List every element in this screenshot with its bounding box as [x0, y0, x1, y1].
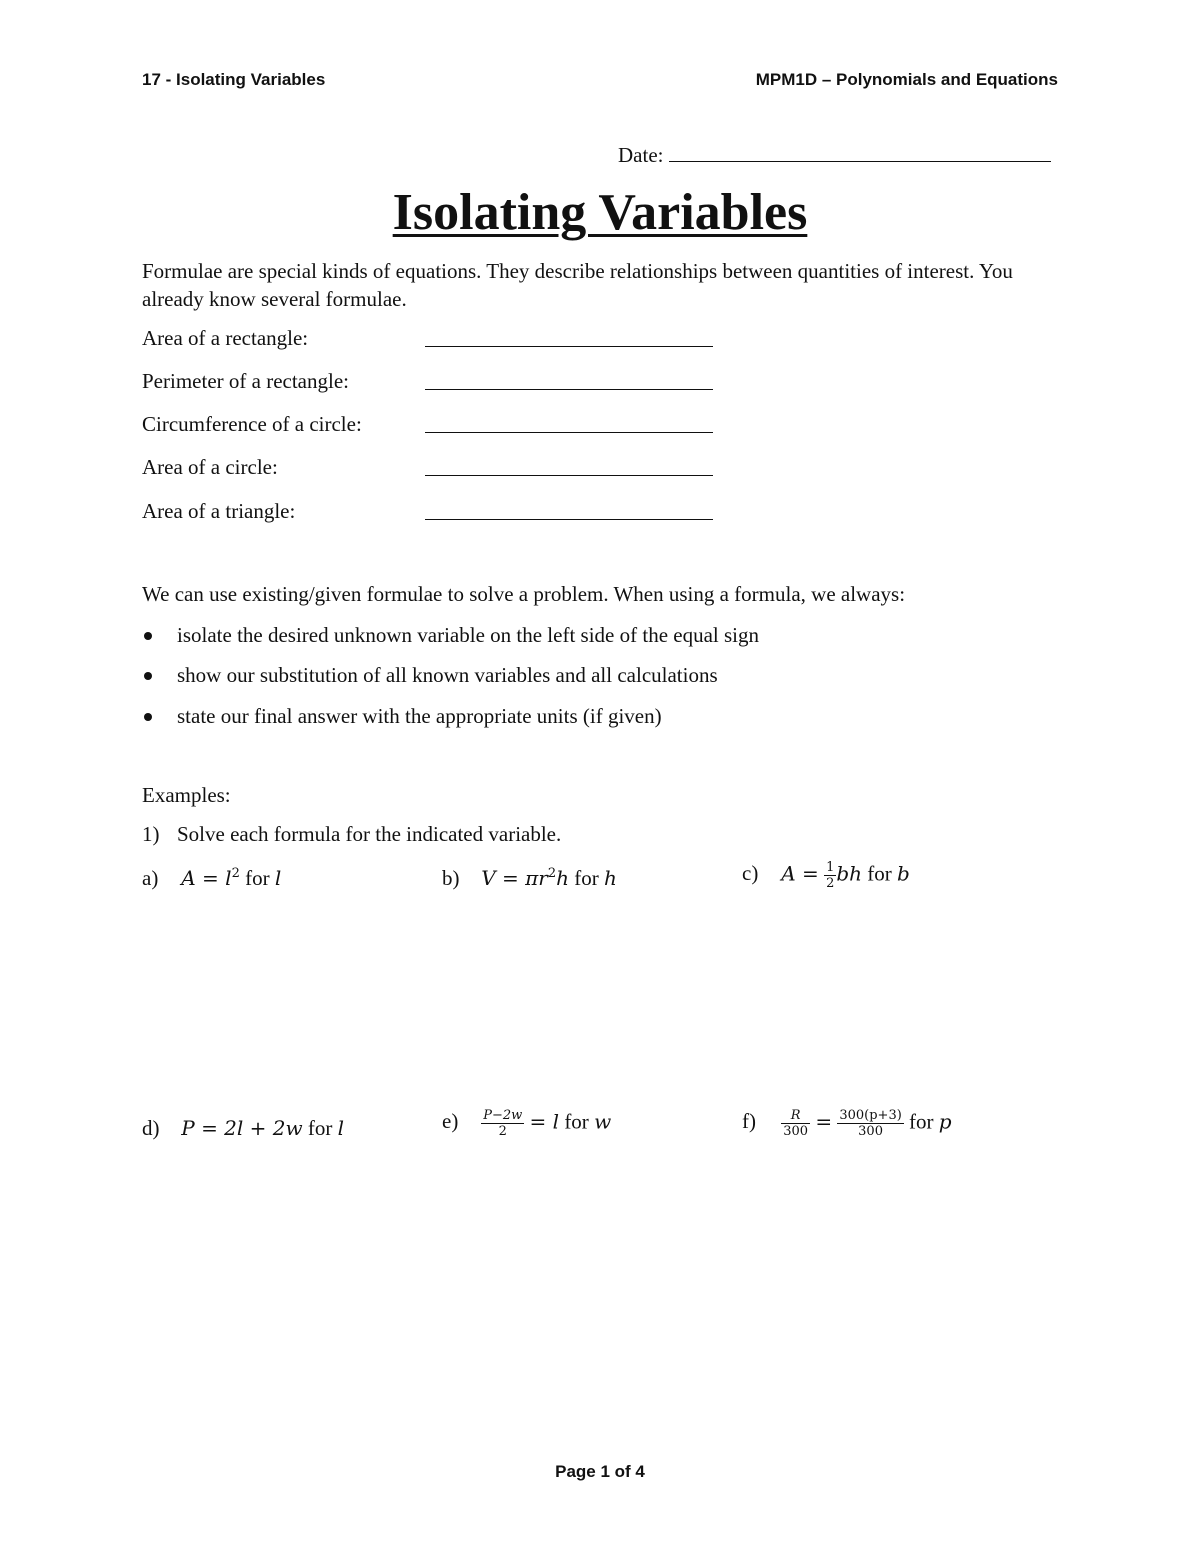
date-field: [618, 143, 1051, 168]
denominator: 2: [498, 1124, 507, 1139]
page-footer: Page 1 of 4: [555, 1462, 645, 1481]
bullet-dot: [144, 672, 152, 680]
bullet-text: isolate the desired unknown variable on the left side of the equal sign: [177, 623, 760, 647]
answer-blank: [425, 432, 713, 433]
equation-tail: h: [556, 866, 570, 890]
for-word: for: [564, 1109, 589, 1134]
equals-sign: =: [815, 1109, 833, 1134]
header-left: 17 - Isolating Variables: [142, 70, 326, 89]
equation: P = 2l + 2w: [181, 1116, 303, 1140]
answer-blank: [425, 346, 713, 347]
target-variable: h: [604, 866, 617, 890]
example-label: d): [142, 1116, 160, 1140]
fraction: [781, 1108, 810, 1139]
equation: V = πr: [481, 866, 548, 890]
formula-label: Circumference of a circle:: [142, 412, 362, 436]
formula-label: Area of a triangle:: [142, 499, 296, 523]
formula-label: Area of a circle:: [142, 455, 278, 479]
target-variable: l: [274, 866, 282, 890]
equation-rhs: = l: [529, 1109, 560, 1134]
header-right: MPM1D – Polynomials and Equations: [755, 70, 1058, 89]
example-label: e): [442, 1109, 459, 1134]
fraction: [837, 1108, 903, 1139]
bullet-dot: [144, 713, 152, 721]
answer-blank: [425, 475, 713, 476]
date-blank: [669, 143, 1051, 162]
fraction: [481, 1108, 524, 1139]
equation-tail: bh: [836, 861, 863, 886]
for-word: for: [867, 861, 892, 886]
example-label: f): [742, 1109, 756, 1134]
numerator: R: [781, 1108, 810, 1124]
for-word: for: [245, 866, 270, 890]
date-label: Date:: [618, 143, 664, 167]
example-label: b): [442, 866, 460, 890]
denominator: 2: [826, 876, 835, 891]
target-variable: w: [594, 1109, 612, 1134]
numerator: 300(p+3): [839, 1108, 902, 1123]
example-d: [142, 1116, 344, 1141]
page-title: Isolating Variables: [392, 184, 808, 241]
for-word: for: [909, 1109, 934, 1134]
formula-label: Area of a rectangle:: [142, 326, 309, 350]
target-variable: b: [897, 861, 910, 886]
formula-label: Perimeter of a rectangle:: [142, 369, 349, 393]
answer-blank: [425, 389, 713, 390]
examples-label: Examples:: [142, 783, 231, 807]
numerator: P−2w: [483, 1108, 523, 1123]
exponent: 2: [231, 866, 240, 881]
bullet-dot: [144, 632, 152, 640]
question-text: Solve each formula for the indicated variable.: [177, 822, 562, 846]
usage-intro: We can use existing/given formulae to solve a problem. When using a formula, we always:: [142, 582, 906, 606]
fraction: [824, 860, 836, 891]
denominator: 300: [783, 1124, 809, 1139]
target-variable: p: [938, 1109, 952, 1134]
bullet-text: state our final answer with the appropriate units (if given): [177, 704, 662, 728]
exponent: 2: [547, 866, 557, 881]
example-c: [742, 860, 910, 891]
for-word: for: [574, 866, 599, 890]
target-variable: l: [337, 1116, 345, 1140]
example-a: [142, 866, 281, 891]
bullet-text: show our substitution of all known variables and all calculations: [177, 663, 718, 687]
answer-blank: [425, 519, 713, 520]
example-b: [442, 866, 617, 891]
denominator: 300: [858, 1124, 883, 1139]
example-label: a): [142, 866, 159, 890]
example-f: [742, 1108, 952, 1139]
question-1: [142, 822, 561, 847]
equation: A =: [781, 861, 819, 886]
example-e: [442, 1108, 611, 1139]
question-number: 1): [142, 822, 160, 846]
equation: A = l: [181, 866, 232, 890]
intro-paragraph: Formulae are special kinds of equations. They describe relationships between quantities of interest. You already know several formulae.: [142, 259, 1013, 311]
for-word: for: [307, 1116, 333, 1140]
numerator: 1: [826, 860, 835, 875]
example-label: c): [742, 861, 759, 886]
